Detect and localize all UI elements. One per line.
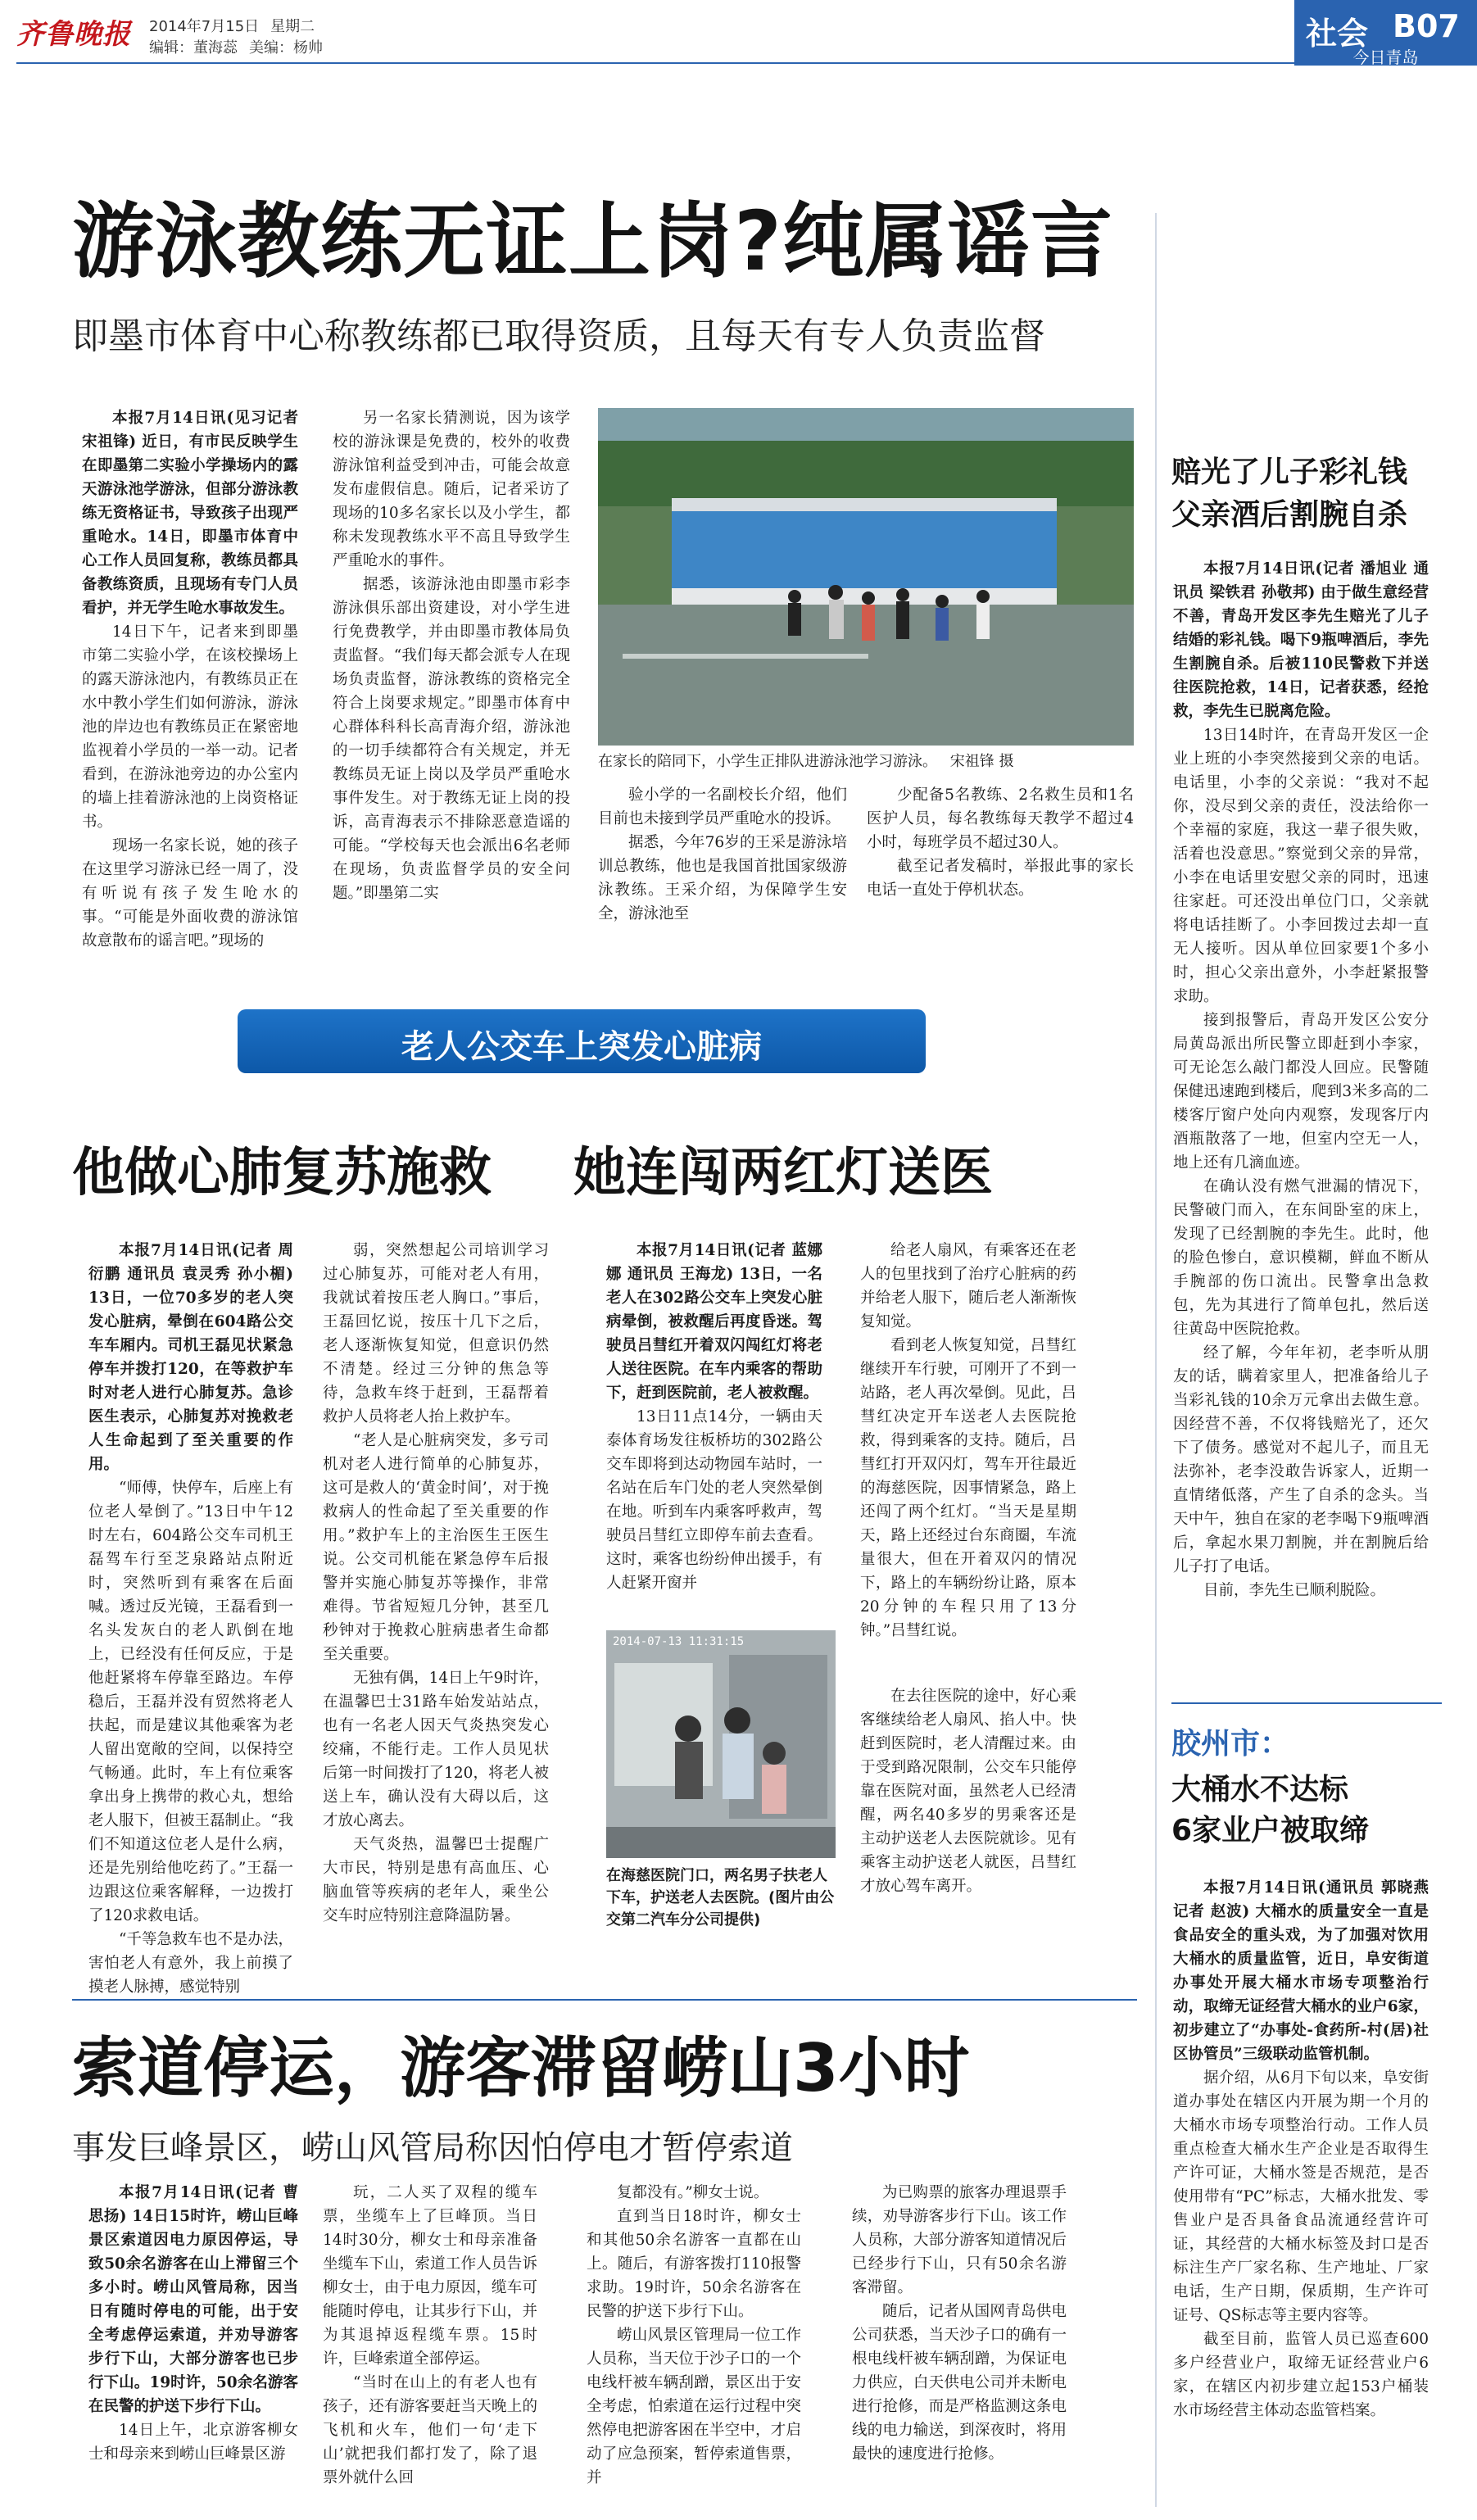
paragraph: 13日14时许，在青岛开发区一企业上班的小李突然接到父亲的电话。电话里，小李的父亲说：“我对不起你，没尽到父亲的责任，没法给你一个幸福的家庭，我这一辈子很失败，活着也没意思。”察觉到父亲的异常，小李在电话里安慰父亲的同时，迅速往家赶。可还没出单位门口，父亲就将电话挂断了。小李回拨过去却一直无人接听。因从单位回家要1个多小时，担心父亲出意外，小李赶紧报警求助。	[1173, 727, 1429, 1005]
header-rule	[16, 62, 1294, 64]
pool-photo-drawing	[598, 408, 1134, 746]
paragraph: 在去往医院的途中，好心乘客继续给老人扇风、掐人中。快赶到医院时，老人清醒过来。由于受到路况限制，公交车只能停靠在医院对面，虽然老人已经清醒，两名40多岁的男乘客还是主动护送老人去医院就诊。见有乘客主动护送老人就医，吕彗红才放心驾车离开。	[860, 1688, 1076, 1895]
cableway-story-col-4	[852, 2181, 1067, 2509]
masthead-logo: 齐鲁晚报	[16, 18, 131, 51]
redlight-story-col-3	[860, 1684, 1076, 1979]
paragraph: 崂山风景区管理局一位工作人员称，当天位于沙子口的一个电线杆被车辆刮蹭，景区出于安全考虑，怕索道在运行过程中突然停电把游客困在半空中，才启动了应急预案，暂停索道售票，并	[587, 2327, 801, 2486]
paragraph: 目前，李先生已顺利脱险。	[1203, 1582, 1386, 1599]
paragraph: “老人是心脏病突发，多亏司机对老人进行简单的心肺复苏，这可是救人的‘黄金时间’，对于挽救病人的性命起了至关重要的作用。”救护车上的主治医生王医生说。公交司机能在紧急停车后报警并实施心肺复苏等操作，非常难得。节省短短几分钟，甚至几秒钟对于挽救心脏病患者生命都至关重要。	[323, 1432, 549, 1663]
main-story-col-4	[867, 783, 1134, 996]
designer-credit: 美编：杨帅	[249, 39, 323, 57]
right-column-divider	[1171, 1702, 1442, 1704]
photo-credit: 宋祖锋 摄	[949, 753, 1014, 770]
main-headline: 游泳教练无证上岗?纯属谣言	[72, 193, 1114, 289]
paragraph: 为已购票的旅客办理退票手续，劝导游客步行下山。该工作人员称，大部分游客知道情况后已经步行下山，只有50余名游客滞留。	[852, 2184, 1067, 2296]
paragraph: 本报7月14日讯(记者 曹思扬) 14日15时许，崂山巨峰景区索道因电力原因停运，导致50余名游客在山上滞留三个多小时。崂山风管局称，因当日有随时停电的可能，出于安全考虑停运索道，并劝导游客步行下山，大部分游客也已步行下山。19时许，50余名游客在民警的护送下步行下山。	[88, 2184, 298, 2415]
paragraph: 随后，记者从国网青岛供电公司获悉，当天沙子口的确有一根电线杆被车辆刮蹭，为保证电力供应，白天供电公司并未断电进行抢修，而是严格监测这条电线的电力输送，到深夜时，将用最快的速度进行抢修。	[852, 2303, 1067, 2463]
paragraph: 接到报警后，青岛开发区公安分局黄岛派出所民警立即赶到小李家，可无论怎么敲门都没人回应。民警随保健迅速跑到楼后，爬到3米多高的二楼客厅窗户处向内观察，发现客厅内酒瓶散落了一地，但室内空无一人，地上还有几滴血迹。	[1173, 1012, 1429, 1172]
topic-banner-text: 老人公交车上突发心脏病	[401, 1028, 762, 1066]
barrels-headline-line-1: 大桶水不达标	[1171, 1773, 1349, 1806]
paragraph: 验小学的一名副校长介绍，他们目前也未接到学员严重呛水的投诉。	[598, 786, 847, 827]
main-story-col-1	[82, 406, 298, 996]
paragraph: 少配备5名教练、2名救生员和1名医护人员，每名教练每天教学不超过4小时，每班学员不超过30人。	[867, 786, 1134, 851]
editor-credit-line	[149, 36, 334, 57]
paragraph: “当时在山上的有老人也有孩子，还有游客要赶当天晚上的飞机和火车，他们一句‘走下山’就把我们都打发了，除了退票外就什么回	[323, 2374, 537, 2486]
paragraph: 本报7月14日讯(记者 蓝娜娜 通讯员 王海龙) 13日，一名老人在302路公交车上突发心脏病晕倒，被救醒后再度昏迷。驾驶员吕彗红开着双闪闯红灯将老人送往医院。在车内乘客的帮助下，赶到医院前，老人被救醒。	[606, 1242, 822, 1402]
editor-credit: 编辑：董海蕊	[149, 39, 238, 57]
paragraph: 本报7月14日讯(见习记者 宋祖锋) 近日，有市民反映学生在即墨第二实验小学操场内的露天游泳池学游泳，但部分游泳教练无资格证书，导致孩子出现严重呛水。14日，即墨市体育中心工作人员回复称，教练员都具备教练资质，且现场有专门人员看护，并无学生呛水事故发生。	[82, 410, 298, 617]
paragraph: 本报7月14日讯(通讯员 郭晓燕 记者 赵波) 大桶水的质量安全一直是食品安全的重头戏，为了加强对饮用大桶水的质量监管，近日，阜安街道办事处开展大桶水市场专项整治行动，取缔无证经营大桶水的业户6家，初步建立了“办事处-食药所-村(居)社区协管员”三级联动监管机制。	[1173, 1879, 1429, 2063]
cableway-story-col-3	[587, 2181, 801, 2509]
paragraph: 玩，二人买了双程的缆车票，坐缆车上了巨峰顶。当日14时30分，柳女士和母亲准备坐缆车下山，索道工作人员告诉柳女士，由于电力原因，缆车可能随时停电，让其步行下山，并为其退掉返程缆车票。15时许，巨峰索道全部停运。	[323, 2184, 537, 2368]
cableway-headline: 索道停运，游客滞留崂山3小时	[72, 2030, 970, 2106]
paragraph: 给老人扇风，有乘客还在老人的包里找到了治疗心脏病的药并给老人服下，随后老人渐渐恢复知觉。	[860, 1242, 1076, 1330]
main-story-col-3	[598, 783, 847, 996]
paragraph: 天气炎热，温馨巴士提醒广大市民，特别是患有高血压、心脑血管等疾病的老年人，乘坐公交车时应特别注意降温防暑。	[323, 1836, 549, 1924]
betrothal-story	[1173, 557, 1429, 1647]
betrothal-headline-line-2: 父亲酒后割腕自杀	[1171, 498, 1408, 532]
paragraph: 现场一名家长说，她的孩子在这里学习游泳已经一周了，没有听说有孩子发生呛水的事。“可能是外面收费的游泳馆故意散布的谣言吧。”现场的	[82, 837, 298, 950]
barrels-story	[1173, 1876, 1429, 2499]
paragraph: 本报7月14日讯(记者 潘旭业 通讯员 梁铁君 孙敬邦) 由于做生意经营不善，青岛开发区李先生赔光了儿子结婚的彩礼钱。喝下9瓶啤酒后，李先生割腕自杀。后被110民警救下并送往医院抢救，14日，记者获悉，经抢救，李先生已脱离危险。	[1173, 560, 1429, 720]
issue-date-line	[149, 15, 326, 36]
paragraph: 14日下午，记者来到即墨市第二实验小学，在该校操场上的露天游泳池内，有教练员正在水中教小学生们如何游泳，游泳池的岸边也有教练员正在紧密地监视着小学员的一举一动。记者看到，在游泳池旁边的办公室内的墙上挂着游泳池的上岗资格证书。	[82, 623, 298, 831]
paragraph: 看到老人恢复知觉，吕彗红继续开车行驶，可刚开了不到一站路，老人再次晕倒。见此，吕彗红决定开车送老人去医院抢救，得到乘客的支持。随后，吕彗红打开双闪灯，驾车开往最近的海慈医院，因事情紧急，路上还闯了两个红灯。“当天是星期天，路上还经过台东商圈，车流量很大，但在开着双闪的情况下，路上的车辆纷纷让路，原本20分钟的车程只用了13分钟。”吕彗红说。	[860, 1337, 1076, 1639]
bus-photo	[606, 1630, 836, 1858]
paragraph: 14日上午，北京游客柳女士和母亲来到崂山巨峰景区游	[88, 2422, 298, 2463]
paragraph: 弱，突然想起公司培训学习过心肺复苏，可能对老人有用，我就试着按压老人胸口。”事后，王磊回忆说，按压十几下之后，老人逐渐恢复知觉，但意识仍然不清楚。经过三分钟的焦急等待，急救车终于赶到，王磊帮着救护人员将老人抬上救护车。	[323, 1242, 549, 1425]
cableway-story-col-2	[323, 2181, 537, 2509]
pool-photo	[598, 408, 1134, 746]
barrels-headline-line-2: 6家业户被取缔	[1171, 1814, 1370, 1847]
cpr-story-col-2	[323, 1239, 549, 1976]
paragraph: 在确认没有燃气泄漏的情况下，民警破门而入，在东间卧室的床上，发现了已经割腕的李先生。此时，他的脸色惨白，意识模糊，鲜血不断从手腕部的伤口流出。民警拿出急救包，先为其进行了简单包扎，然后送往黄岛中医院抢救。	[1173, 1178, 1429, 1338]
paragraph: 复都没有。”柳女士说。	[617, 2184, 769, 2201]
paragraph: 本报7月14日讯(记者 周衍鹏 通讯员 袁灵秀 孙小楣) 13日，一位70多岁的老人突发心脏病，晕倒在604路公交车车厢内。司机王磊见状紧急停车并拨打120，在等救护车时对老人进行心肺复苏。急诊医生表示，心肺复苏对挽救老人生命起到了至关重要的作用。	[88, 1242, 293, 1473]
issue-date: 2014年7月15日	[149, 18, 260, 35]
bus-photo-drawing	[606, 1630, 836, 1858]
issue-weekday: 星期二	[270, 18, 315, 35]
bus-photo-caption: 在海慈医院门口，两名男子扶老人下车，护送老人去医院。(图片由公交第二汽车分公司提供)	[606, 1867, 835, 1929]
paragraph: 13日11点14分，一辆由天泰体育场发往板桥坊的302路公交车即将到达动物园车站时，一名站在后车门处的老人突然晕倒在地。听到车内乘客呼救声，驾驶员吕彗红立即停车前去查看。这时，乘客也纷纷伸出援手，有人赶紧开窗并	[606, 1408, 822, 1592]
cableway-subheadline: 事发巨峰景区，崂山风管局称因怕停电才暂停索道	[72, 2129, 793, 2167]
caption-text: 在家长的陪同下，小学生正排队进游泳池学习游泳。	[598, 753, 937, 770]
section-name: 社会	[1306, 16, 1369, 52]
redlight-story-col-2	[860, 1239, 1076, 1681]
barrels-city-label: 胶州市：	[1171, 1727, 1290, 1761]
paragraph: “师傅，快停车，后座上有位老人晕倒了。”13日中午12时左右，604路公交车司机王磊驾车行至芝泉路站点附近时，突然听到有乘客在后面喊。透过反光镜，王磊看到一名头发灰白的老人趴倒在地上，已经没有任何反应，于是他赶紧将车停靠至路边。车停稳后，王磊并没有贸然将老人扶起，而是建议其他乘客为老人留出宽敞的空间，以保持空气畅通。此时，车上有位乘客拿出身上携带的救心丸，想给老人服下，但被王磊制止。“我们不知道这位老人是什么病，还是先别给他吃药了。”王磊一边跟这位乘客解释，一边拨打了120求救电话。	[88, 1480, 293, 1924]
paragraph: 截至记者发稿时，举报此事的家长电话一直处于停机状态。	[867, 858, 1134, 899]
redlight-story-col-1	[606, 1239, 822, 1611]
page-number: B07	[1393, 8, 1460, 44]
section-divider	[72, 1999, 1137, 2001]
paragraph: 据介绍，从6月下旬以来，阜安街道办事处在辖区内开展为期一个月的大桶水市场专项整治行动。工作人员重点检查大桶水生产企业是否取得生产许可证，大桶水签是否规范，是否使用带有“PC”标志，大桶水批发、零售业户是否具备食品流通经营许可证，其经营的大桶水标签及封口是否标注生产厂家名称、生产地址、厂家电话，生产日期，保质期，生产许可证号、QS标志等主要内容等。	[1173, 2069, 1429, 2324]
cpr-story-col-1	[88, 1239, 293, 1996]
main-subheadline: 即墨市体育中心称教练都已取得资质，且每天有专人负责监督	[72, 315, 1045, 357]
right-column-rule	[1155, 213, 1157, 2507]
paragraph: 另一名家长猜测说，因为该学校的游泳课是免费的，校外的收费游泳馆利益受到冲击，可能会故意发布虚假信息。随后，记者采访了现场的10多名家长以及小学生，都称未发现教练水平不高且导致学生严重呛水的事件。	[333, 410, 570, 569]
main-story-col-2	[333, 406, 570, 996]
betrothal-headline-line-1: 赔光了儿子彩礼钱	[1171, 456, 1408, 489]
paragraph: 经了解，今年年初，老李听从朋友的话，瞒着家里人，把准备给儿子当彩礼钱的10余万元拿出去做生意。因经营不善，不仅将钱赔光了，还欠下了债务。感觉对不起儿子，而且无法弥补，老李没敢告诉家人，近期一直情绪低落，产生了自杀的念头。当天中午，独自在家的老李喝下9瓶啤酒后，拿起水果刀割腕，并在割腕后给儿子打了电话。	[1173, 1344, 1429, 1575]
paragraph: 据悉，今年76岁的王采是游泳培训总教练，他也是我国首批国家级游泳教练。王采介绍，为保障学生安全，游泳池至	[598, 834, 847, 922]
subsection-name: 今日青岛	[1352, 48, 1419, 67]
paragraph: “千等急救车也不是办法，害怕老人有意外，我上前摸了摸老人脉搏，感觉特别	[88, 1931, 293, 1996]
cableway-story-col-1	[88, 2181, 298, 2509]
redlight-headline: 她连闯两红灯送医	[573, 1143, 993, 1203]
paragraph: 无独有偶，14日上午9时许，在温馨巴士31路车始发站站点，也有一名老人因天气炎热突发心绞痛，不能行走。工作人员见状后第一时间拨打了120，将老人被送上车，确认没有大碍以后，这才放心离去。	[323, 1670, 549, 1829]
cctv-timestamp: 2014-07-13 11:31:15	[613, 1635, 745, 1648]
paragraph: 直到当日18时许，柳女士和其他50余名游客一直都在山上。随后，有游客拨打110报警求助。19时许，50余名游客在民警的护送下步行下山。	[587, 2208, 801, 2320]
paragraph: 截至目前，监管人员已巡查600多户经营业户，取缔无证经营业户6家，在辖区内初步建立起153户桶装水市场经营主体动态监管档案。	[1173, 2331, 1429, 2419]
paragraph: 据悉，该游泳池由即墨市彩李游泳俱乐部出资建设，对小学生进行免费教学，并由即墨市教体局负责监督。“我们每天都会派专人在现场负责监督，游泳教练的资格完全符合上岗要求规定。”即墨市体育中心群体科科长高青海介绍，游泳池的一切手续都符合有关规定，并无教练员无证上岗以及学员严重呛水事件发生。对于教练无证上岗的投诉，高青海表示不排除恶意造谣的可能。“学校每天也会派出6名老师在现场，负责监督学员的安全问题。”即墨第二实	[333, 576, 570, 902]
cpr-headline: 他做心肺复苏施救	[72, 1143, 492, 1203]
pool-photo-caption	[598, 750, 1134, 773]
